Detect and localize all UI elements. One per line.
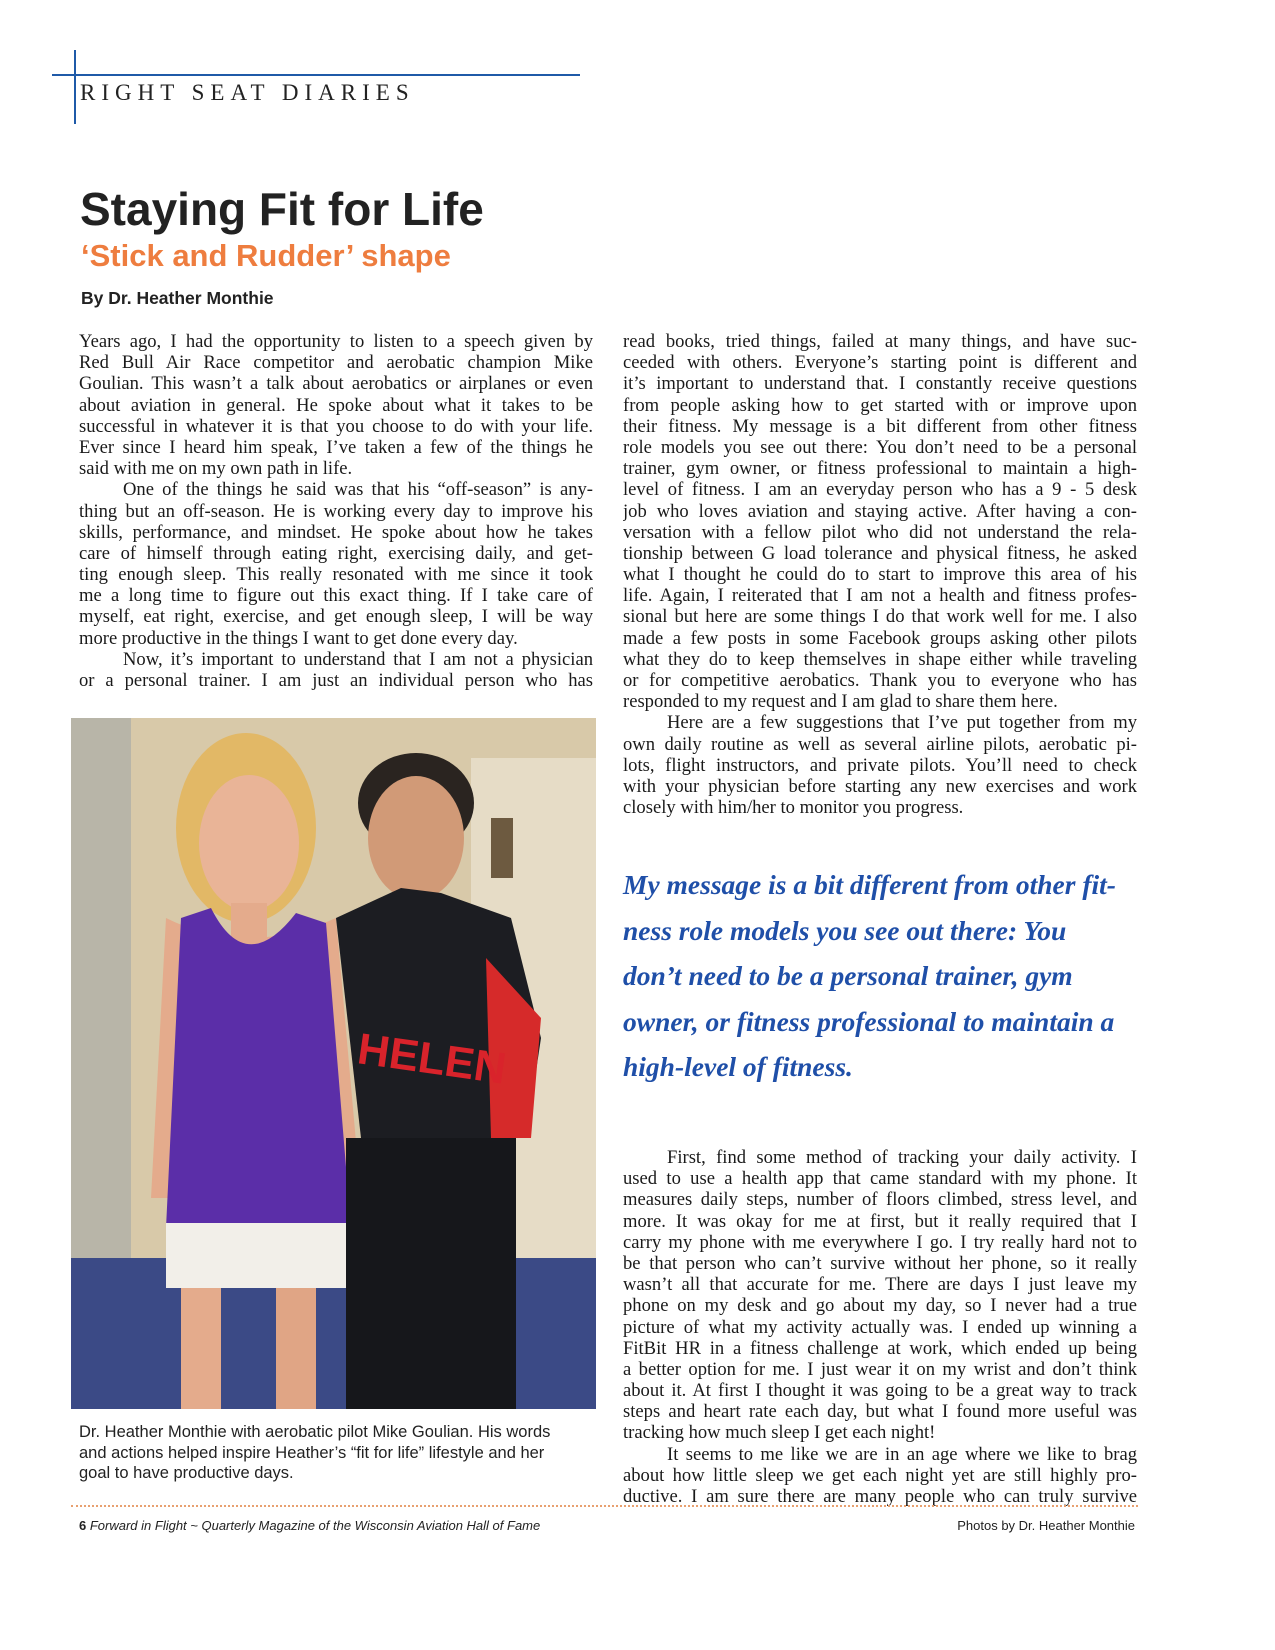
body-text-line: ceeded with others. Everyone’s starting point is different and bbox=[623, 352, 1137, 374]
body-text-line: from people asking how to get started with or improve upon bbox=[623, 394, 1137, 416]
body-text-line: versation with a fellow pilot who did not understand the rela- bbox=[623, 521, 1137, 543]
body-text-line: responded to my request and I am glad to share them here. bbox=[623, 691, 1058, 713]
body-text-line: wasn’t all that accurate for me. There are days I just leave my bbox=[623, 1274, 1137, 1296]
pull-quote-line: high-level of fitness. bbox=[623, 1051, 853, 1082]
footer-rule bbox=[71, 1505, 1138, 1507]
photo-caption bbox=[79, 1422, 609, 1484]
article-column-left bbox=[79, 331, 593, 691]
body-text-line: trainer, gym owner, or fitness professional to maintain a high- bbox=[623, 458, 1137, 480]
publication-name: Forward in Flight ~ Quarterly Magazine of the Wisconsin Aviation Hall of Fame bbox=[89, 1518, 541, 1533]
body-text-line: Red Bull Air Race competitor and aerobatic champion Mike bbox=[79, 352, 593, 374]
header-rule-vertical bbox=[74, 50, 76, 124]
body-text-line: with your physician before starting any new exercises and work bbox=[623, 775, 1137, 797]
body-text-line: lots, flight instructors, and private pilots. You’ll need to check bbox=[623, 754, 1137, 776]
body-text-line: about how little sleep we get each night yet are still highly pro- bbox=[623, 1464, 1137, 1486]
body-text-line: Ever since I heard him speak, I’ve taken a few of the things he bbox=[79, 436, 593, 458]
body-text-line: Years ago, I had the opportunity to listen to a speech given by bbox=[79, 331, 593, 352]
body-text-line: First, find some method of tracking your daily activity. I bbox=[667, 1147, 1137, 1168]
body-text-line: ductive. I am sure there are many people who can truly survive bbox=[623, 1486, 1137, 1507]
body-text-line: or for competitive aerobatics. Thank you to everyone who has bbox=[623, 670, 1137, 691]
pull-quote-line: owner, or fitness professional to maintain a bbox=[623, 1005, 1115, 1037]
body-text-line: measures daily steps, number of floors climbed, stress level, and bbox=[623, 1189, 1137, 1211]
body-text-line: thing but an off-season. He is working every day to improve his bbox=[79, 500, 593, 522]
body-text-line: job who loves aviation and staying active. After having a con- bbox=[623, 500, 1137, 522]
body-text-line: One of the things he said was that his “off-season” is any- bbox=[123, 479, 593, 501]
body-text-line: a better option for me. I just wear it on my wrist and don’t think bbox=[623, 1358, 1137, 1380]
body-text-line: used to use a health app that came standard with my phone. It bbox=[623, 1168, 1137, 1190]
body-text-line: me a long time to figure out this exact thing. If I take care of bbox=[79, 585, 593, 607]
footer-text bbox=[79, 1518, 540, 1533]
article-photo bbox=[71, 718, 596, 1409]
section-label: RIGHT SEAT DIARIES bbox=[80, 80, 415, 105]
body-text-line: more productive in the things I want to get done every day. bbox=[79, 627, 518, 649]
body-text-line: be that person who can’t survive without her phone, so it really bbox=[623, 1252, 1137, 1274]
body-text-line: Goulian. This wasn’t a talk about aerobatics or airplanes or even bbox=[79, 373, 593, 395]
body-text-line: closely with him/her to monitor you progress. bbox=[623, 797, 964, 819]
body-text-line: ting enough sleep. This really resonated with me since it took bbox=[79, 564, 593, 586]
article-title: Staying Fit for Life bbox=[80, 183, 484, 235]
body-text-line: own daily routine as well as several airline pilots, aerobatic pi- bbox=[623, 733, 1137, 755]
body-text-line: their fitness. My message is a bit different from other fitness bbox=[623, 415, 1137, 437]
pull-quote bbox=[623, 862, 1143, 1090]
body-text-line: carry my phone with me everywhere I go. I try really hard not to bbox=[623, 1231, 1137, 1253]
page-number: 6 bbox=[79, 1518, 87, 1533]
body-text-line: level of fitness. I am an everyday person who has a 9 - 5 desk bbox=[623, 479, 1137, 501]
body-text-line: more. It was okay for me at first, but it really required that I bbox=[623, 1210, 1137, 1232]
photo-credit: Photos by Dr. Heather Monthie bbox=[957, 1518, 1135, 1533]
pull-quote-line: ness role models you see out there: You bbox=[623, 914, 1067, 946]
article-subtitle: ‘Stick and Rudder’ shape bbox=[81, 238, 451, 273]
body-text-line: skills, performance, and mindset. He spoke about how he takes bbox=[79, 521, 593, 543]
header-rule bbox=[52, 74, 580, 76]
body-text-line: FitBit HR in a fitness challenge at work, which ended up being bbox=[623, 1337, 1137, 1359]
caption-line: and actions helped inspire Heather’s “fit for life” lifestyle and her bbox=[79, 1443, 545, 1462]
body-text-line: tionship between G load tolerance and physical fitness, he asked bbox=[623, 542, 1137, 564]
shirt-logo: HELEN bbox=[354, 1024, 510, 1094]
body-text-line: what I thought he could do to start to improve this area of his bbox=[623, 564, 1137, 586]
caption-line: Dr. Heather Monthie with aerobatic pilot Mike Goulian. His words bbox=[79, 1423, 551, 1441]
body-text-line: Now, it’s important to understand that I am not a physician bbox=[123, 648, 593, 670]
body-text-line: Here are a few suggestions that I’ve put together from my bbox=[667, 712, 1137, 734]
caption-line: goal to have productive days. bbox=[79, 1464, 294, 1482]
body-text-line: life. Again, I reiterated that I am not a health and fitness profes- bbox=[623, 585, 1137, 607]
article-column-right-top bbox=[623, 331, 1137, 818]
pull-quote-line: My message is a bit different from other fit- bbox=[623, 869, 1116, 900]
body-text-line: care of himself through eating right, exercising daily, and get- bbox=[79, 542, 593, 564]
body-text-line: phone on my desk and go about my day, so I never had a true bbox=[623, 1295, 1137, 1317]
body-text-line: tracking how much sleep I get each night! bbox=[623, 1422, 936, 1444]
body-text-line: what they do to keep themselves in shape either while traveling bbox=[623, 648, 1137, 670]
body-text-line: steps and heart rate each day, but what I found more useful was bbox=[623, 1401, 1137, 1423]
body-text-line: said with me on my own path in life. bbox=[79, 458, 353, 480]
article-column-right-bottom bbox=[623, 1147, 1137, 1507]
pull-quote-line: don’t need to be a personal trainer, gym bbox=[623, 960, 1073, 991]
body-text-line: picture of what my activity actually was. I ended up winning a bbox=[623, 1316, 1137, 1338]
body-text-line: It seems to me like we are in an age where we like to brag bbox=[667, 1443, 1137, 1465]
body-text-line: role models you see out there: You don’t need to be a personal bbox=[623, 436, 1137, 458]
body-text-line: about aviation in general. He spoke about what it takes to be bbox=[79, 394, 593, 416]
body-text-line: or a personal trainer. I am just an individual person who has bbox=[79, 670, 593, 691]
body-text-line: it’s important to understand that. I constantly receive questions bbox=[623, 373, 1137, 395]
byline: By Dr. Heather Monthie bbox=[81, 288, 274, 308]
body-text-line: myself, eat right, exercise, and get enough sleep, I will be way bbox=[79, 606, 593, 628]
body-text-line: sional but here are some things I do that work well for me. I also bbox=[623, 606, 1137, 628]
body-text-line: about it. At first I thought it was going to be a great way to track bbox=[623, 1380, 1137, 1402]
body-text-line: successful in whatever it is that you choose to do with your life. bbox=[79, 415, 593, 437]
body-text-line: read books, tried things, failed at many things, and have suc- bbox=[623, 331, 1137, 352]
body-text-line: made a few posts in some Facebook groups asking other pilots bbox=[623, 627, 1137, 649]
